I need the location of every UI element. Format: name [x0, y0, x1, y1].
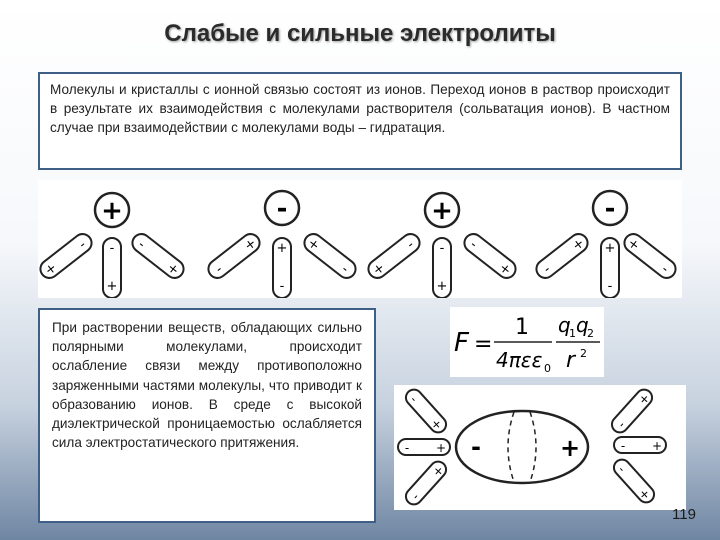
svg-text:-: -: [134, 237, 148, 253]
ion-sign: -: [276, 194, 288, 224]
dipole: [609, 386, 656, 435]
ion-sign: -: [604, 194, 616, 224]
svg-text:+: +: [276, 241, 288, 256]
ion-group-4: [533, 191, 679, 298]
dipole: [398, 439, 450, 455]
svg-text:-: -: [76, 237, 90, 253]
dipole: [461, 230, 519, 281]
ion-sign: +: [101, 196, 123, 226]
dipole: [533, 230, 591, 281]
ion-group-1: [38, 193, 187, 298]
svg-text:0: 0: [544, 362, 551, 375]
svg-text:+: +: [604, 241, 616, 256]
svg-text:-: -: [212, 262, 226, 277]
dipole: [614, 437, 666, 453]
dipole: [403, 458, 450, 507]
svg-text:r: r: [566, 348, 576, 373]
svg-text:+: +: [624, 235, 643, 255]
svg-text:+: +: [651, 439, 663, 453]
svg-text:+: +: [436, 279, 448, 294]
coulomb-formula: [450, 307, 604, 377]
dipole: [611, 456, 658, 505]
formula-svg: [450, 307, 604, 377]
slide-title: Слабые и сильные электролиты: [164, 20, 556, 47]
ion-sign: +: [431, 196, 453, 226]
page-number: 119: [672, 506, 696, 523]
svg-text:=: =: [474, 332, 493, 357]
svg-text:+: +: [429, 462, 447, 480]
svg-text:+: +: [635, 390, 653, 408]
hydration-diagram: [38, 180, 682, 298]
svg-text:-: -: [439, 241, 445, 256]
svg-text:-: -: [658, 262, 672, 277]
svg-text:+: +: [106, 279, 118, 294]
ion-group-2: [205, 191, 359, 298]
svg-text:-: -: [466, 237, 480, 253]
svg-text:+: +: [428, 415, 446, 433]
molecule-diagram: [394, 385, 686, 510]
svg-text:+: +: [241, 235, 260, 255]
svg-text:F: F: [454, 328, 469, 358]
svg-text:+: +: [569, 235, 588, 255]
svg-text:-: -: [614, 418, 629, 431]
svg-text:-: -: [408, 490, 423, 503]
svg-text:-: -: [620, 439, 626, 453]
intro-text: Молекулы и кристаллы с ионной связью состоят из ионов. Переход ионов в раствор происходит в результате их взаимодействия с молекулами растворителя (сольватация ионов). В частном случае при взаимодействии с молекулами воды – гидратация.: [38, 72, 682, 170]
dissolution-text: При растворении веществ, обладающих сильно полярными молекулами, происходит ослабление связи между противоположно заряженными частями молекулы, что приводит к образованию ионов. В среде с высокой диэлектрической проницаемостью ослабляется сила электростатического притяжения.: [38, 308, 376, 523]
ion-group-3: [365, 193, 519, 298]
molecule-minus: -: [471, 433, 481, 461]
svg-text:q: q: [576, 313, 589, 337]
dipole: [365, 230, 423, 281]
svg-text:-: -: [404, 441, 410, 455]
dipole: [301, 230, 359, 281]
svg-text:-: -: [615, 462, 629, 476]
svg-text:+: +: [435, 441, 447, 455]
svg-text:1: 1: [569, 327, 576, 340]
svg-text:2: 2: [580, 347, 587, 360]
molecule-svg: [394, 385, 686, 510]
dipole: [129, 230, 187, 281]
svg-text:-: -: [338, 262, 352, 277]
svg-text:-: -: [109, 241, 115, 256]
svg-text:-: -: [279, 279, 285, 294]
svg-text:q: q: [558, 313, 571, 337]
svg-text:-: -: [404, 237, 418, 253]
svg-text:+: +: [42, 260, 61, 279]
svg-text:+: +: [370, 260, 389, 279]
svg-text:+: +: [304, 235, 323, 255]
svg-text:+: +: [163, 260, 182, 279]
dipole: [621, 230, 679, 281]
svg-text:-: -: [607, 279, 613, 294]
svg-text:2: 2: [587, 327, 594, 340]
molecule-plus: +: [559, 434, 581, 462]
dipole: [403, 386, 450, 435]
svg-text:+: +: [636, 485, 654, 503]
dipole: [38, 230, 95, 281]
svg-text:-: -: [407, 392, 421, 406]
svg-text:+: +: [495, 260, 514, 279]
svg-text:-: -: [540, 262, 554, 277]
hydration-svg: [38, 180, 682, 298]
svg-text:4πεε: 4πεε: [496, 348, 543, 372]
svg-text:1: 1: [515, 315, 529, 340]
dipole: [205, 230, 263, 281]
